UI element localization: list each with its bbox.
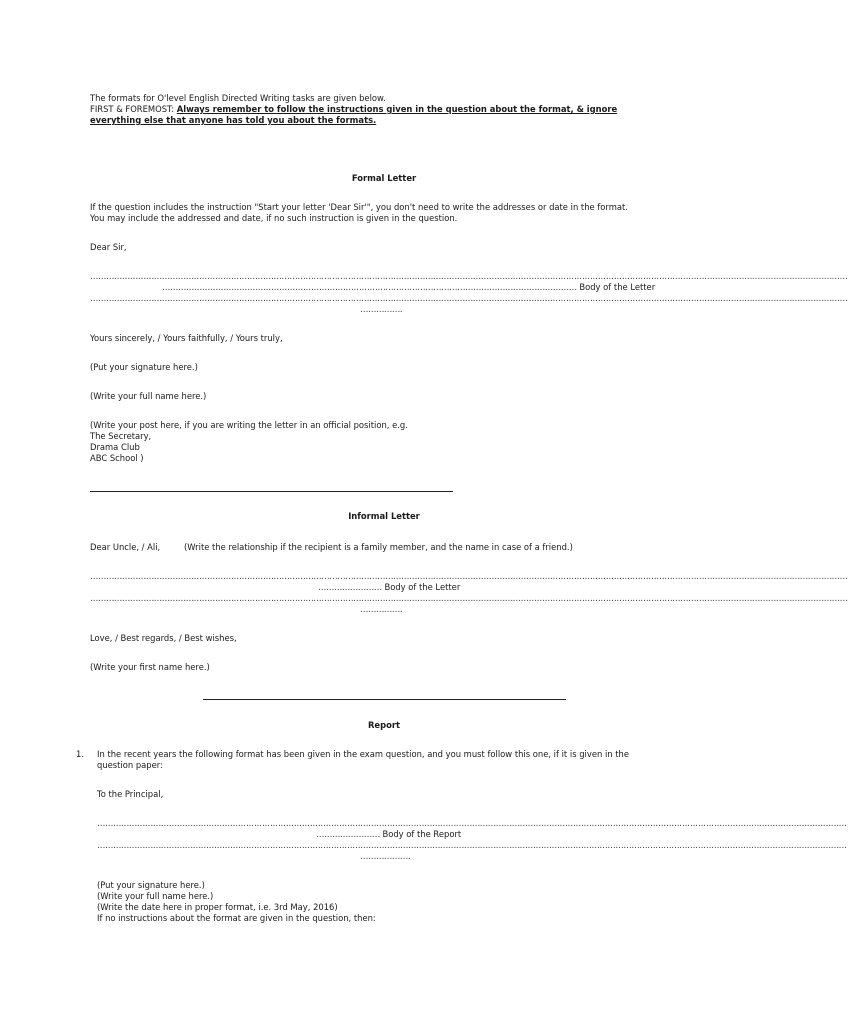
formal-note-1: If the question includes the instruction "Start your letter 'Dear Sir'", you don't need to write the addresses or date in the format.	[90, 202, 628, 212]
report-heading: Report	[367, 720, 400, 730]
first-foremost-label: FIRST & FOREMOST:	[90, 104, 175, 114]
formal-signature: (Put your signature here.)	[90, 362, 198, 372]
formal-body-dots-end: …………….	[360, 304, 403, 314]
formal-post-line-2: Drama Club	[90, 442, 140, 452]
report-body-line	[316, 829, 461, 840]
informal-closing: Love, / Best regards, / Best wishes,	[90, 633, 237, 643]
formal-body-dots-1: ……………………………………………………………………………………………………………………………………………………………………………………………………………………………………………………………	[90, 271, 848, 281]
intro-line: The formats for O'level English Directed Writing tasks are given below.	[90, 93, 386, 103]
formal-closing: Yours sincerely, / Yours faithfully, / Yours truly,	[90, 333, 283, 343]
report-no-instructions: If no instructions about the format are given in the question, then:	[97, 913, 376, 923]
informal-body-dots-2: ……………………………………………………………………………………………………………………………………………………………………………………………………………………………………………………………	[90, 593, 848, 603]
report-full-name: (Write your full name here.)	[97, 891, 214, 901]
section-divider	[203, 699, 566, 700]
informal-salutation-note: (Write the relationship if the recipient is a family member, and the name in case of a friend.)	[184, 542, 573, 552]
formal-letter-heading: Formal Letter	[351, 173, 417, 183]
first-foremost-emphasis: Always remember to follow the instructions given in the question about the format, & ignore	[176, 104, 618, 114]
formal-post-line-3: ABC School )	[90, 453, 144, 463]
report-date-note: (Write the date here in proper format, i.e. 3rd May, 2016)	[97, 902, 338, 912]
report-item-text-1: In the recent years the following format has been given in the exam question, and you must follow this one, if it is given in the	[97, 749, 629, 759]
report-signature: (Put your signature here.)	[97, 880, 205, 890]
report-item-number: 1.	[76, 749, 84, 759]
section-divider	[90, 491, 453, 492]
informal-body-dots-end: …………….	[360, 604, 403, 614]
report-body-dots-end: ……………….	[360, 851, 411, 861]
formal-full-name: (Write your full name here.)	[90, 391, 207, 401]
formal-post-line-1: The Secretary,	[90, 431, 152, 441]
informal-first-name: (Write your first name here.)	[90, 662, 210, 672]
intro-first-foremost	[90, 104, 617, 115]
formal-note-2: You may include the addressed and date, if no such instruction is given in the question.	[90, 213, 458, 223]
formal-body-label: Body of the Letter	[579, 282, 656, 292]
report-body-dots-prefix: ……………………	[316, 829, 380, 839]
formal-body-dots-2: ……………………………………………………………………………………………………………………………………………………………………………………………………………………………………………………………	[90, 293, 848, 303]
report-body-dots-1: …………………………………………………………………………………………………………………………………………………………………………………………………………………………………………………………	[97, 818, 847, 828]
formal-body-line	[162, 282, 675, 293]
report-body-label: Body of the Report	[382, 829, 462, 839]
formal-salutation: Dear Sir,	[90, 242, 127, 252]
formal-body-dots-prefix: …………………………………………………………………………………………………………………………………………	[162, 282, 577, 292]
formal-post-note: (Write your post here, if you are writing the letter in an official position, e.g.	[90, 420, 408, 430]
report-item-text-2: question paper:	[97, 760, 163, 770]
report-salutation: To the Principal,	[97, 789, 164, 799]
informal-body-dots-1: ……………………………………………………………………………………………………………………………………………………………………………………………………………………………………………………………	[90, 571, 848, 581]
informal-body-dots-prefix: ……………………	[318, 582, 382, 592]
first-foremost-emphasis-continued: everything else that anyone has told you about the formats.	[90, 115, 377, 125]
informal-body-line	[318, 582, 460, 593]
informal-letter-heading: Informal Letter	[348, 511, 420, 521]
informal-body-label: Body of the Letter	[384, 582, 461, 592]
report-body-dots-2: …………………………………………………………………………………………………………………………………………………………………………………………………………………………………………………………	[97, 840, 847, 850]
informal-salutation: Dear Uncle, / Ali,	[90, 542, 161, 552]
